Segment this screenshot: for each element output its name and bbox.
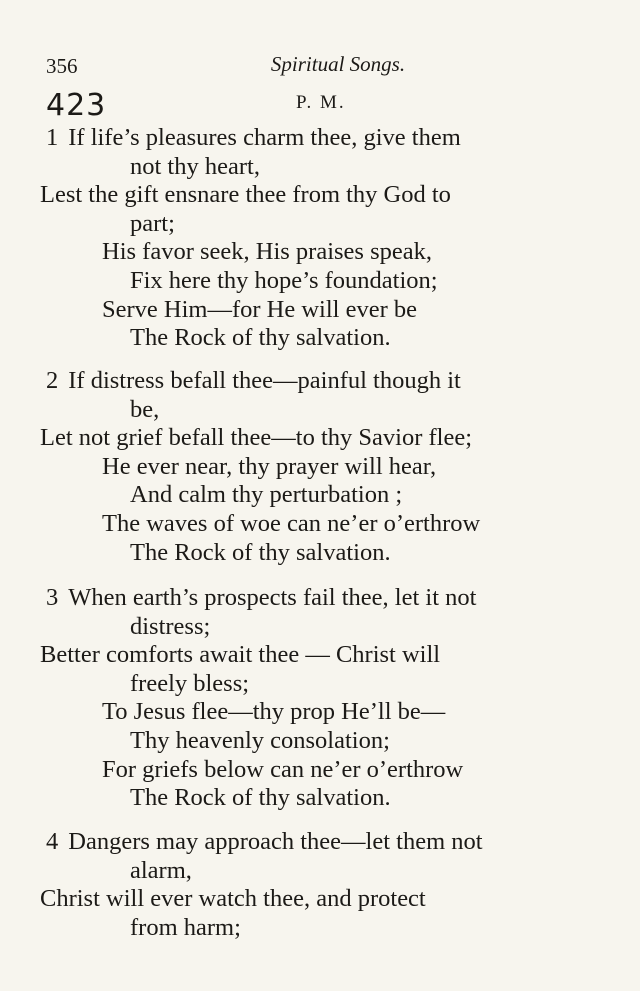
verse-line: 4 Dangers may approach thee—let them not [46, 828, 483, 855]
hymn-meter: P. M. [296, 92, 346, 113]
verse-number: 2 [46, 367, 59, 394]
verse-line: The Rock of thy salvation. [130, 784, 391, 812]
verse-line: The waves of woe can ne’er o’erthrow [102, 509, 481, 537]
verse-line: For griefs below can ne’er o’erthrow [102, 755, 464, 783]
hymn-heading [46, 88, 600, 123]
verse-number: 4 [46, 828, 59, 855]
verse-line: Serve Him—for He will ever be [102, 295, 417, 323]
running-title: Spiritual Songs. [270, 52, 406, 76]
verse-line: The Rock of thy salvation. [130, 324, 391, 352]
verse-line: Christ will ever watch thee, and protect [40, 885, 426, 913]
hymn-number: 423 [46, 88, 107, 123]
verse-4 [40, 828, 605, 942]
verse-line: 2 If distress befall thee—painful though it [46, 367, 461, 394]
verse-line: And calm thy perturbation ; [130, 481, 403, 509]
page-number: 356 [46, 54, 78, 78]
verse-line: be, [130, 395, 160, 423]
verse-line: freely bless; [130, 669, 250, 697]
verse-line: To Jesus flee—thy prop He’ll be— [102, 698, 446, 726]
verse-line: part; [130, 209, 175, 237]
verse-line: distress; [130, 612, 211, 640]
verse-2 [40, 367, 605, 567]
verse-line: He ever near, thy prayer will hear, [102, 452, 437, 480]
verse-1 [40, 124, 605, 353]
verse-number: 1 [46, 124, 59, 151]
page-header [46, 50, 600, 80]
verse-line: The Rock of thy salvation. [130, 538, 391, 566]
verse-line: not thy heart, [130, 152, 260, 180]
verse-line: from harm; [130, 913, 241, 941]
verse-line: Better comforts await thee — Christ will [40, 641, 441, 669]
verse-line: Fix here thy hope’s foundation; [130, 266, 438, 294]
verse-number: 3 [46, 584, 59, 611]
verse-3 [40, 584, 605, 813]
verse-line: His favor seek, His praises speak, [102, 238, 432, 266]
verse-line: alarm, [130, 856, 192, 884]
verse-line: Let not grief befall thee—to thy Savior flee; [40, 424, 473, 452]
verse-line: 3 When earth’s prospects fail thee, let it not [46, 584, 477, 611]
verse-line: 1 If life’s pleasures charm thee, give them [46, 124, 461, 151]
verse-line: Thy heavenly consolation; [130, 726, 390, 754]
verse-line: Lest the gift ensnare thee from thy God to [40, 181, 451, 209]
